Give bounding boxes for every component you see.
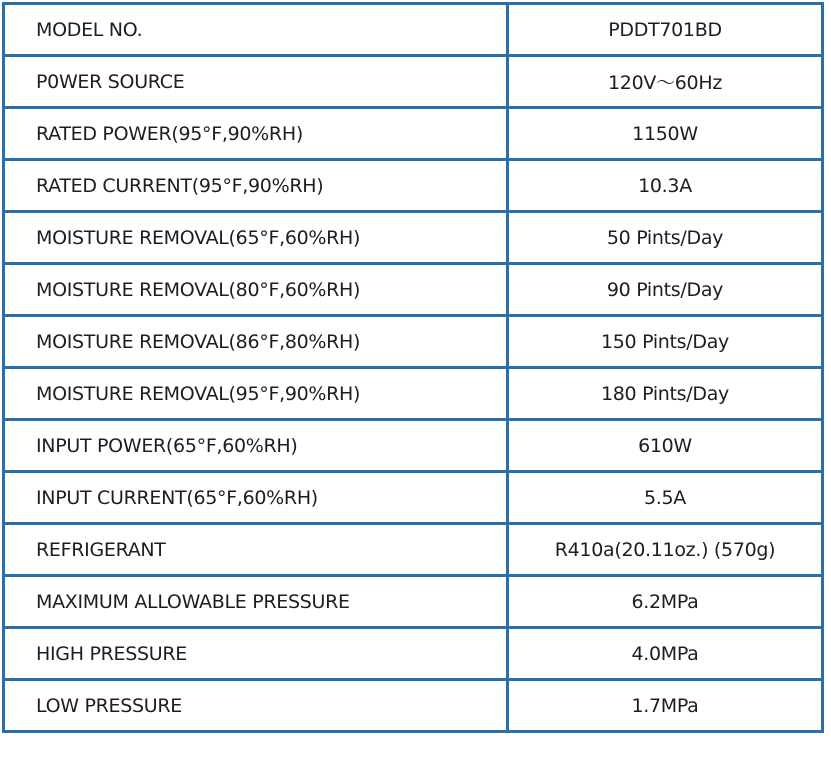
table-row-power-source [4, 56, 823, 108]
row-value: 150 Pints/Day [508, 316, 823, 368]
row-label: RATED POWER(95°F,90%RH) [4, 108, 508, 160]
table-row-input-power [4, 420, 823, 472]
row-label: MOISTURE REMOVAL(86°F,80%RH) [4, 316, 508, 368]
row-value: 180 Pints/Day [508, 368, 823, 420]
table-row-rated-current [4, 160, 823, 212]
row-value: PDDT701BD [508, 4, 823, 56]
row-label: REFRIGERANT [4, 524, 508, 576]
row-label: MOISTURE REMOVAL(95°F,90%RH) [4, 368, 508, 420]
row-value: 6.2MPa [508, 576, 823, 628]
table-row-moisture-removal-65f [4, 212, 823, 264]
table-row-low-pressure [4, 680, 823, 732]
row-value: 120V〜60Hz [508, 56, 823, 108]
row-label: MAXIMUM ALLOWABLE PRESSURE [4, 576, 508, 628]
row-label: HIGH PRESSURE [4, 628, 508, 680]
table-row-input-current [4, 472, 823, 524]
table-row-moisture-removal-86f [4, 316, 823, 368]
row-value: 610W [508, 420, 823, 472]
row-value: 90 Pints/Day [508, 264, 823, 316]
row-label: MODEL NO. [4, 4, 508, 56]
table-row-rated-power [4, 108, 823, 160]
row-value: R410a(20.11oz.) (570g) [508, 524, 823, 576]
row-value: 50 Pints/Day [508, 212, 823, 264]
row-label: MOISTURE REMOVAL(65°F,60%RH) [4, 212, 508, 264]
row-label: MOISTURE REMOVAL(80°F,60%RH) [4, 264, 508, 316]
row-value: 4.0MPa [508, 628, 823, 680]
row-value: 1.7MPa [508, 680, 823, 732]
row-value: 5.5A [508, 472, 823, 524]
table-row-moisture-removal-80f [4, 264, 823, 316]
spec-table [2, 2, 824, 733]
table-row-model-no [4, 4, 823, 56]
row-label: INPUT POWER(65°F,60%RH) [4, 420, 508, 472]
table-row-high-pressure [4, 628, 823, 680]
row-value: 10.3A [508, 160, 823, 212]
table-row-max-allowable-pressure [4, 576, 823, 628]
row-label: RATED CURRENT(95°F,90%RH) [4, 160, 508, 212]
table-row-moisture-removal-95f [4, 368, 823, 420]
row-label: P0WER SOURCE [4, 56, 508, 108]
row-value: 1150W [508, 108, 823, 160]
row-label: LOW PRESSURE [4, 680, 508, 732]
table-row-refrigerant [4, 524, 823, 576]
row-label: INPUT CURRENT(65°F,60%RH) [4, 472, 508, 524]
